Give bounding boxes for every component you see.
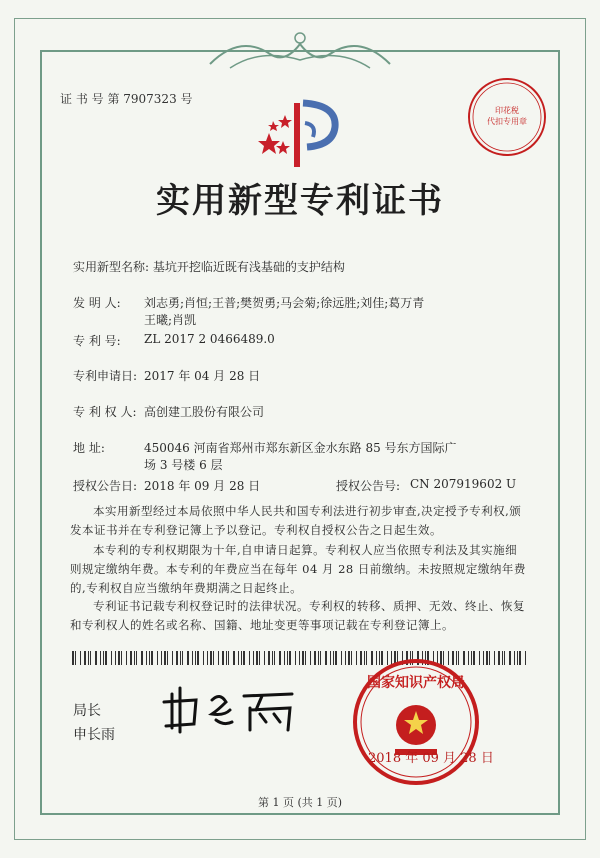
- barcode-bar: [320, 651, 321, 665]
- barcode-bar: [502, 651, 503, 665]
- barcode-bar: [494, 651, 495, 665]
- barcode-bar: [305, 651, 306, 665]
- barcode-bar: [95, 651, 97, 665]
- address-value-line1: 450046 河南省郑州市郑东新区金水东路 85 号东方国际广: [144, 441, 457, 455]
- barcode-bar: [118, 651, 120, 665]
- barcode-bar: [105, 651, 107, 665]
- barcode-bar: [210, 651, 212, 665]
- inventor-value-line1: 刘志勇;肖恒;王普;樊贺勇;马会菊;徐远胜;刘佳;葛万青: [144, 296, 425, 310]
- director-signature: [160, 680, 310, 735]
- patentee-label: 专 利 权 人:: [73, 405, 137, 419]
- barcode-bar: [103, 651, 104, 665]
- barcode-bar: [341, 651, 342, 665]
- director-name: 申长雨: [73, 727, 115, 743]
- barcode-bar: [345, 651, 346, 665]
- barcode-bar: [182, 651, 183, 665]
- director-title: 局长: [73, 703, 101, 719]
- barcode-bar: [213, 651, 214, 665]
- barcode-bar: [115, 651, 116, 665]
- utility-name-row: [73, 258, 345, 275]
- barcode-bar: [192, 651, 193, 665]
- barcode-bar: [238, 651, 239, 665]
- barcode-bar: [253, 651, 254, 665]
- barcode-bar: [519, 651, 521, 665]
- barcode-bar: [314, 651, 316, 665]
- barcode-bar: [75, 651, 76, 665]
- barcode-bar: [330, 651, 331, 665]
- page-number: 第 1 页 (共 1 页): [257, 796, 343, 809]
- barcode-bar: [72, 651, 74, 665]
- barcode-bar: [164, 651, 166, 665]
- paragraph-1: 本实用新型经过本局依照中华人民共和国专利法进行初步审查,决定授予专利权,颁发本证书并在专利登记簿上予以登记。专利权自授权公告之日起生效。: [70, 504, 522, 537]
- patent-number-value: ZL 2017 2 0466489.0: [144, 332, 275, 346]
- address-value-line2: 场 3 号楼 6 层: [144, 458, 223, 472]
- paragraph-3: 专利证书记载专利权登记时的法律状况。专利权的转移、质押、无效、终止、恢复和专利权人的姓名或名称、国籍、地址变更等事项记载在专利登记簿上。: [70, 599, 525, 632]
- barcode-bar: [509, 651, 511, 665]
- barcode-bar: [249, 651, 250, 665]
- tax-stamp-seal-icon: [466, 76, 548, 158]
- barcode-bar: [233, 651, 235, 665]
- patent-number-label: 专 利 号:: [73, 334, 121, 348]
- barcode-bar: [167, 651, 168, 665]
- barcode-bar: [302, 651, 304, 665]
- barcode-bar: [141, 651, 143, 665]
- inventor-label: 发 明 人:: [73, 296, 121, 310]
- barcode-bar: [348, 651, 350, 665]
- utility-name-value: 基坑开挖临近既有浅基础的支护结构: [152, 260, 345, 274]
- barcode-bar: [149, 651, 150, 665]
- barcode-bar: [287, 651, 288, 665]
- seal-date: 2018 年 09 月 28 日: [368, 751, 494, 766]
- barcode-bar: [525, 651, 526, 665]
- barcode-bar: [111, 651, 112, 665]
- barcode-bar: [325, 651, 327, 665]
- barcode-bar: [197, 651, 199, 665]
- filing-date-value: 2017 年 04 月 28 日: [144, 369, 261, 383]
- barcode-bar: [80, 651, 81, 665]
- barcode-bar: [486, 651, 488, 665]
- barcode-bar: [228, 651, 229, 665]
- barcode-bar: [272, 651, 273, 665]
- barcode-bar: [151, 651, 153, 665]
- barcode-bar: [226, 651, 227, 665]
- barcode-bar: [333, 651, 334, 665]
- barcode-bar: [299, 651, 300, 665]
- barcode-bar: [203, 651, 204, 665]
- patent-office-logo-icon: [255, 93, 345, 173]
- barcode-bar: [88, 651, 89, 665]
- barcode-bar: [489, 651, 490, 665]
- barcode-bar: [335, 651, 337, 665]
- barcode-bar: [295, 651, 296, 665]
- barcode-bar: [172, 651, 173, 665]
- barcode-bar: [134, 651, 135, 665]
- barcode-bar: [195, 651, 196, 665]
- barcode-bar: [514, 651, 515, 665]
- barcode-bar: [218, 651, 219, 665]
- barcode-bar: [268, 651, 270, 665]
- barcode-bar: [187, 651, 189, 665]
- barcode-bar: [241, 651, 242, 665]
- barcode-bar: [498, 651, 500, 665]
- certificate-number: 证 书 号 第 7907323 号: [60, 92, 193, 106]
- barcode-bar: [100, 651, 101, 665]
- address-label: 地 址:: [73, 441, 105, 455]
- grant-date-label: 授权公告日:: [73, 479, 138, 493]
- barcode-bar: [136, 651, 137, 665]
- barcode-bar: [146, 651, 147, 665]
- svg-text:代扣专用章: 代扣专用章: [487, 117, 527, 126]
- barcode-bar: [483, 651, 484, 665]
- barcode-bar: [180, 651, 181, 665]
- barcode-bar: [243, 651, 245, 665]
- utility-name-label: 实用新型名称:: [73, 260, 150, 274]
- barcode-bar: [289, 651, 291, 665]
- barcode-bar: [222, 651, 224, 665]
- grant-number-value: CN 207919602 U: [410, 477, 517, 491]
- paragraph-2: 本专利的专利权期限为十年,自申请日起算。专利权人应当依照专利法及其实施细则规定缴纳年费。本专利的年费应当在每年 04 月 28 日前缴纳。未按照规定缴纳年费的,专利权自应当缴纳年费期满之日起终止。: [70, 543, 526, 595]
- barcode-bar: [84, 651, 86, 665]
- barcode-bar: [279, 651, 281, 665]
- barcode-bar: [517, 651, 518, 665]
- barcode-bar: [90, 651, 91, 665]
- barcode-bar: [157, 651, 158, 665]
- barcode-bar: [256, 651, 258, 665]
- official-seal-icon: [351, 657, 481, 787]
- filing-date-label: 专利申请日:: [73, 369, 138, 383]
- barcode-bar: [121, 651, 122, 665]
- barcode-bar: [161, 651, 162, 665]
- grant-number-label: 授权公告号:: [336, 479, 401, 493]
- barcode-bar: [274, 651, 275, 665]
- svg-text:印花税: 印花税: [495, 106, 519, 115]
- barcode-bar: [259, 651, 260, 665]
- barcode-bar: [504, 651, 505, 665]
- grant-date-value: 2018 年 09 月 28 日: [144, 479, 261, 493]
- inventor-value-line2: 王曦;肖凯: [144, 313, 197, 327]
- svg-text:国家知识产权局: 国家知识产权局: [367, 675, 465, 691]
- barcode-bar: [207, 651, 208, 665]
- barcode-bar: [284, 651, 285, 665]
- patentee-value: 高创建工股份有限公司: [144, 405, 265, 419]
- barcode-bar: [318, 651, 319, 665]
- barcode-bar: [130, 651, 132, 665]
- barcode-bar: [176, 651, 178, 665]
- top-ornament-icon: [200, 24, 400, 78]
- barcode-bar: [264, 651, 265, 665]
- barcode-bar: [310, 651, 311, 665]
- barcode-bar: [126, 651, 127, 665]
- page-title: 实用新型专利证书: [156, 181, 444, 221]
